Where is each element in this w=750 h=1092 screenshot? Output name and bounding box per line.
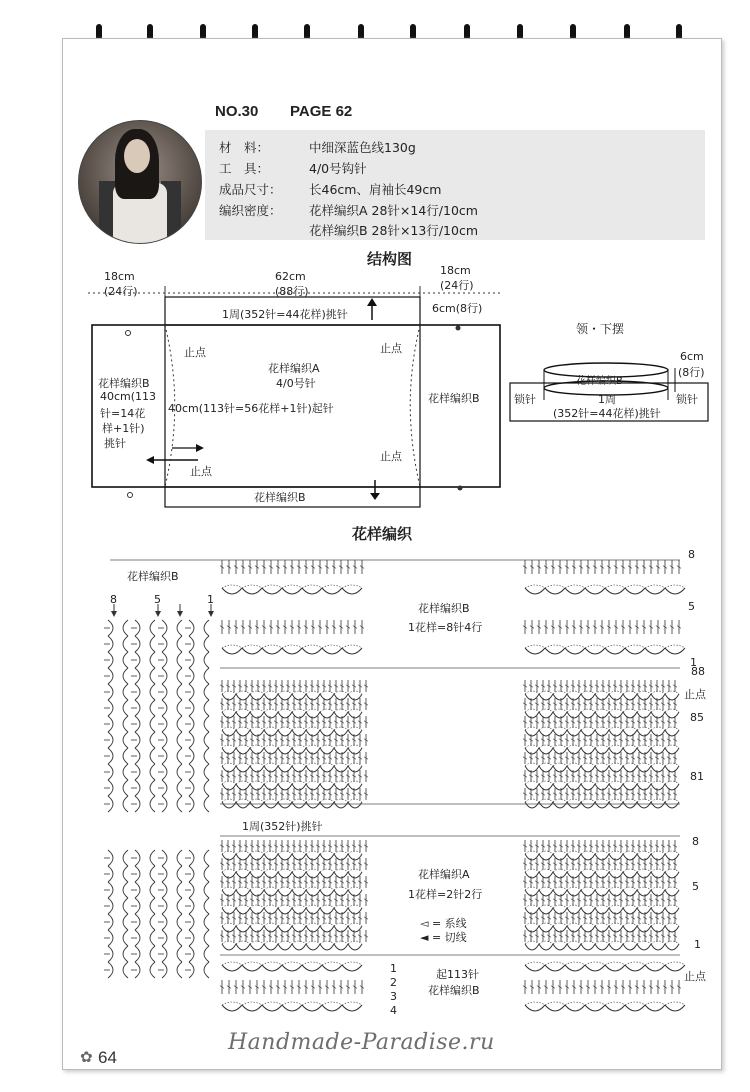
bottom-pattern-label: 花样编织B bbox=[254, 491, 306, 504]
row-number-bottom: 4 bbox=[390, 1004, 397, 1017]
neck-chain-left: 锁针 bbox=[514, 393, 536, 406]
center-pattern-label: 花样编织A bbox=[268, 362, 320, 375]
structure-title: 结构图 bbox=[367, 250, 413, 268]
start-count-label: 起113针 bbox=[436, 968, 479, 981]
pattern-a-repeat: 1花样=2针2行 bbox=[408, 888, 483, 901]
left-side-label: 40cm(113 bbox=[100, 390, 157, 403]
page-number: 64 bbox=[98, 1048, 117, 1067]
spec-value: 4/0号钩针 bbox=[309, 161, 367, 176]
pattern-b-repeat: 1花样=8针4行 bbox=[408, 621, 483, 634]
row-number-bottom: 2 bbox=[390, 976, 397, 989]
row-number-bottom: 1 bbox=[390, 962, 397, 975]
dim-left-rows: (24行) bbox=[104, 285, 138, 298]
watermark: Handmade-Paradise.ru bbox=[228, 1030, 495, 1055]
pattern-b-label: 花样编织B bbox=[127, 570, 179, 583]
legend-cut: ◄ = 切线 bbox=[420, 931, 467, 944]
mid-pickup-label: 1周(352针)挑针 bbox=[242, 820, 323, 833]
row-number: 1 bbox=[207, 593, 214, 606]
center-hook-label: 4/0号针 bbox=[276, 377, 316, 390]
dim-right: 18cm bbox=[440, 264, 471, 277]
spec-label: 成品尺寸： bbox=[219, 182, 282, 197]
neck-dim: 6cm bbox=[680, 350, 704, 363]
row-number-right: 88 bbox=[691, 665, 705, 678]
stop-point-label: 止点 bbox=[380, 450, 402, 463]
flower-icon: ✿ bbox=[80, 1048, 93, 1066]
bottom-b-label: 花样编织B bbox=[428, 984, 480, 997]
spec-label: 材 料： bbox=[219, 140, 270, 155]
neck-title: 领・下摆 bbox=[576, 322, 625, 336]
pattern-number: NO.30 bbox=[215, 103, 259, 120]
row-number-right: 85 bbox=[690, 711, 704, 724]
stop-point-label: 止点 bbox=[380, 342, 402, 355]
stop-point-label: 止点 bbox=[184, 346, 206, 359]
row-number-right: 8 bbox=[692, 835, 699, 848]
row-number-right: 8 bbox=[688, 548, 695, 561]
row-number-right: 1 bbox=[690, 656, 697, 669]
neck-pattern: 花样编织B bbox=[576, 376, 623, 387]
spec-label: 工 具： bbox=[219, 161, 270, 176]
row-number-bottom: 3 bbox=[390, 990, 397, 1003]
top-pickup-label: 1周(352针=44花样)挑针 bbox=[222, 308, 348, 321]
pattern-title: 花样编织 bbox=[352, 525, 413, 543]
row-number-right: 5 bbox=[688, 600, 695, 613]
neck-dim-rows: (8行) bbox=[678, 366, 705, 379]
legend-join: ◅ = 系线 bbox=[420, 917, 467, 930]
left-side-label: 针=14花 bbox=[100, 407, 146, 420]
left-side-label: 花样编织B bbox=[98, 377, 150, 390]
stop-point-label: 止点 bbox=[684, 970, 706, 983]
left-side-label: 样+1针) bbox=[102, 422, 145, 435]
page-reference: PAGE 62 bbox=[290, 103, 353, 120]
right-top-dim: 6cm(8行) bbox=[432, 302, 483, 315]
pattern-a-center: 花样编织A bbox=[418, 868, 470, 881]
neck-chain-right: 锁针 bbox=[676, 393, 698, 406]
neck-loop: 1周 bbox=[598, 393, 616, 406]
row-number-right: 81 bbox=[690, 770, 704, 783]
right-side-label: 花样编织B bbox=[428, 392, 480, 405]
dim-left: 18cm bbox=[104, 270, 135, 283]
stop-point-label: 止点 bbox=[190, 465, 212, 478]
spec-value: 中细深蓝色线130g bbox=[309, 140, 416, 155]
row-number-right: 5 bbox=[692, 880, 699, 893]
dim-mid-rows: (88行) bbox=[275, 285, 309, 298]
dim-mid: 62cm bbox=[275, 270, 306, 283]
spec-value: 花样编织B 28针×13行/10cm bbox=[309, 223, 479, 238]
neck-count: (352针=44花样)挑针 bbox=[553, 407, 661, 420]
stop-point-label: 止点 bbox=[684, 688, 706, 701]
spec-value: 花样编织A 28针×14行/10cm bbox=[309, 203, 478, 218]
stitch-chart bbox=[0, 540, 750, 1030]
spec-label: 编织密度： bbox=[219, 203, 282, 218]
row-number: 5 bbox=[154, 593, 161, 606]
spec-value: 长46cm、肩袖长49cm bbox=[309, 182, 442, 197]
center-start-label: 40cm(113针=56花样+1针)起针 bbox=[168, 402, 334, 415]
row-number-right: 1 bbox=[694, 938, 701, 951]
row-number: 8 bbox=[110, 593, 117, 606]
left-side-label: 挑针 bbox=[104, 437, 126, 450]
dim-right-rows: (24行) bbox=[440, 279, 474, 292]
pattern-b-center: 花样编织B bbox=[418, 602, 470, 615]
